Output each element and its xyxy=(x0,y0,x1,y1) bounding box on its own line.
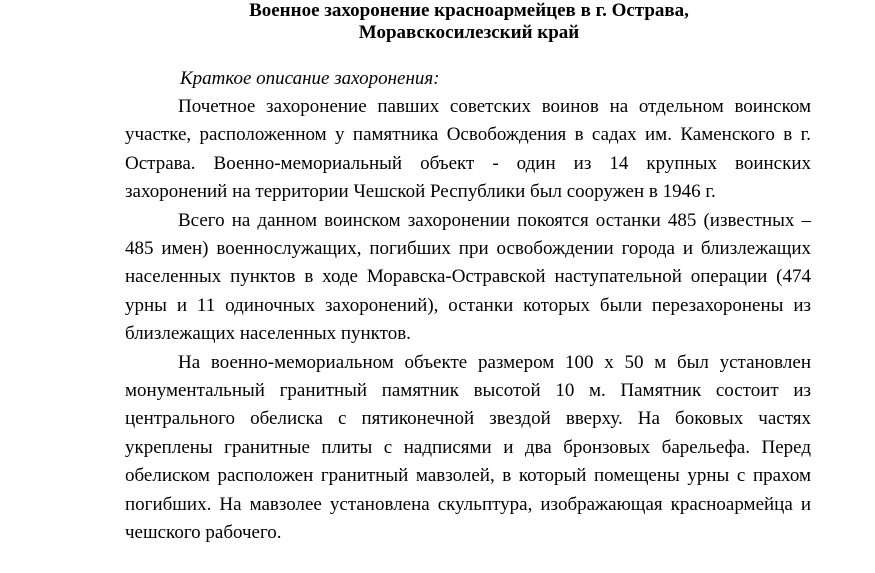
document-body xyxy=(125,93,811,548)
section-subheading: Краткое описание захоронения: xyxy=(180,68,440,89)
paragraph-2: Всего на данном воинском захоронении покоятся останки 485 (известных – 485 имен) военнослужащих, погибших при освобождении города и близлежащих населенных пунктов в ходе Моравска-Остравской наступательной операции (474 урны и 11 одиночных захоронений), останки которых были перезахоронены из близлежащих населенных пунктов. xyxy=(125,209,811,345)
title-line-1: Военное захоронение красноармейцев в г. Острава, xyxy=(249,0,689,21)
paragraph-3: На военно-мемориальном объекте размером 100 х 50 м был установлен монументальный гранитный памятник высотой 10 м. Памятник состоит из центрального обелиска с пятиконечной звездой вверху. На боковых частях укреплены гранитные плиты с надписями и два бронзовых барельефа. Перед обелиском расположен гранитный мавзолей, в который помещены урны с прахом погибших. На мавзолее установлена скульптура, изображающая красноармейца и чешского рабочего. xyxy=(125,351,811,544)
title-line-2: Моравскосилезский край xyxy=(358,22,580,43)
document-title xyxy=(0,0,875,44)
paragraph-1: Почетное захоронение павших советских воинов на отдельном воинском участке, расположенном у памятника Освобождения в садах им. Каменского в г. Острава. Военно-мемориальный объект - один из 14 крупных воинских захоронений на территории Чешской Республики был сооружен в 1946 г. xyxy=(125,96,811,203)
